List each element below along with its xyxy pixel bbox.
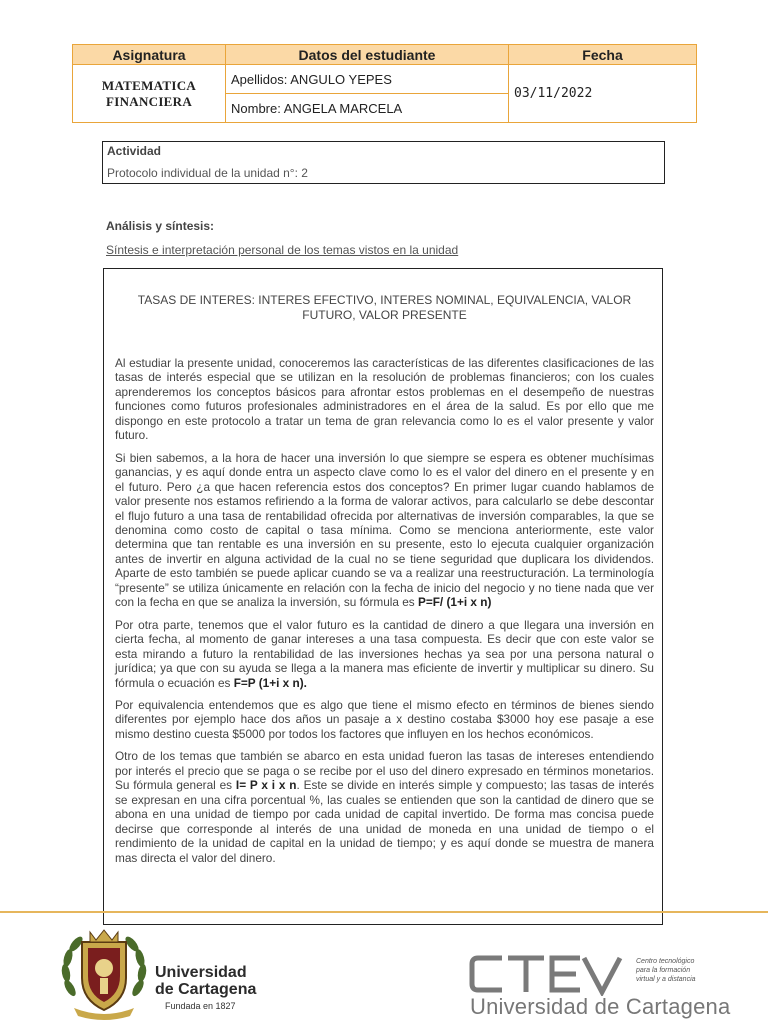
date-value: 03/11/2022 (509, 65, 697, 123)
essay-paragraph-5 (115, 749, 654, 865)
university-name-line-1: Universidad (155, 964, 247, 981)
essay-title: TASAS DE INTERES: INTERES EFECTIVO, INTERES NOMINAL, EQUIVALENCIA, VALOR FUTURO, VALOR PRESENTE (137, 293, 632, 322)
university-name-line-2: de Cartagena (155, 981, 257, 998)
university-crest-icon (58, 928, 150, 1020)
paragraph-5-text-a: Otro de los temas que también se abarco en esta unidad fueron las tasas de intereses entendiendo por interés el precio que se paga o se recibe por el uso del dinero expresado en términos monetarios. Su fórmula general es (115, 749, 654, 793)
essay-paragraph-2 (115, 451, 654, 610)
student-surnames: Apellidos: ANGULO YEPES (226, 65, 509, 94)
activity-box (102, 141, 665, 184)
subject-cell (73, 65, 226, 123)
university-name (155, 964, 256, 998)
activity-value: Protocolo individual de la unidad n°: 2 (107, 166, 308, 180)
ctev-desc-line-3: virtual y a distancia (636, 976, 696, 983)
essay-paragraph-3 (115, 618, 654, 690)
subject-line-2: FINANCIERA (105, 93, 193, 109)
analysis-subtitle: Síntesis e interpretación personal de los temas vistos en la unidad (106, 243, 459, 257)
activity-label: Actividad (107, 144, 162, 158)
present-value-formula: P=F/ (1+i x n) (417, 595, 492, 610)
header-subject-label: Asignatura (73, 45, 226, 65)
essay-box (103, 268, 663, 925)
header-date-label: Fecha (509, 45, 697, 65)
university-founded: Fundada en 1827 (165, 1001, 236, 1011)
paragraph-3-text: Por otra parte, tenemos que el valor futuro es la cantidad de dinero a que llegara una inversión en cierta fecha, al momento de ganar intereses a una tasa compuesta. Es decir que con este valor se esta mirando a futuro la rentabilidad de las inversiones hechas ya sea por una persona natural o jurídica; ya que con su ayuda se llega a la manera mas eficiente de invertir y multiplicar su dinero. Su fórmula o ecuación es (115, 617, 654, 690)
ctev-description (636, 957, 696, 984)
ctev-desc-line-2: para la formación (636, 967, 691, 974)
analysis-title: Análisis y síntesis: (106, 219, 215, 233)
essay-paragraph-4: Por equivalencia entendemos que es algo que tiene el mismo efecto en términos de bienes siendo diferentes por ejemplo hace dos años un pasaje a x destino costaba $3000 hoy ese pasaje a ese mismo destino cuesta $5000 por todos los factores que influyen en los hechos económicos. (115, 697, 654, 741)
footer-divider (0, 911, 768, 913)
header-student-label: Datos del estudiante (226, 45, 509, 65)
paragraph-5-text-b: . Este se divide en interés simple y compuesto; las tasas de interés se expresan en una cifra porcentual %, las cuales se entienden que son la cantidad de dinero que se abona en una unidad de tiempo por cada unidad de capital invertido. De forma mas concisa puede decirse que corresponde al interés de una unidad de moneda en una unidad de tiempo o el rendimiento de la unidad de capital en la unidad de tiempo; y es aquí donde se muestra de manera mas directa el valor del dinero. (115, 778, 654, 865)
paragraph-2-text: Si bien sabemos, a la hora de hacer una inversión lo que siempre se espera es obtener muchísimas ganancias, y es aquí donde entra un aspecto clave como lo es el valor del dinero en el presente y en el futuro. Pero ¿a que hacen referencia estos dos conceptos? En primer lugar cuando hablamos de valor presente nos estamos refiriendo a la forma de valorar activos, para calcularlo se debe descontar el flujo futuro a una tasa de rentabilidad ofrecida por alternativas de inversión comparables, la que se denomina como costo de capital o tasa mínima. Como se menciona anteriormente, este valor determina que tan rentable es una inversión en su presente, esto lo ejecuta cualquier organización antes de invertir en alguna actividad de la cual no se tiene seguridad que duplicara los dividendos. Aparte de esto también se puede aplicar cuando se va a realizar una reestructuración. La terminología “presente” se utiliza únicamente en relación con la fecha de inicio del negocio y no tiene nada que ver con la fecha en que se analiza la inversión, su fórmula es (115, 450, 654, 610)
student-name: Nombre: ANGELA MARCELA (226, 94, 509, 123)
subject-line-1: MATEMATICA (101, 77, 197, 93)
ctev-logo-icon (468, 952, 628, 996)
future-value-formula: F=P (1+i x n). (233, 675, 307, 690)
ctev-university-name: Universidad de Cartagena (470, 994, 731, 1019)
interest-formula: I= P x i x n (235, 778, 297, 793)
essay-paragraph-1: Al estudiar la presente unidad, conoceremos las características de las diferentes clasificaciones de las tasas de interés especial que se utilizan en la resolución de problemas financieros; con los cuales aprenderemos los conceptos básicos para afrontar estos problemas en el desempeño de nuestras funciones como futuros profesionales administradores en el área de la salud. Es por ello que me dispongo en este protocolo a tratar un tema de gran relevancia como lo es el valor presente y valor futuro. (115, 356, 654, 443)
header-table (72, 44, 697, 123)
ctev-desc-line-1: Centro tecnológico (636, 958, 695, 965)
